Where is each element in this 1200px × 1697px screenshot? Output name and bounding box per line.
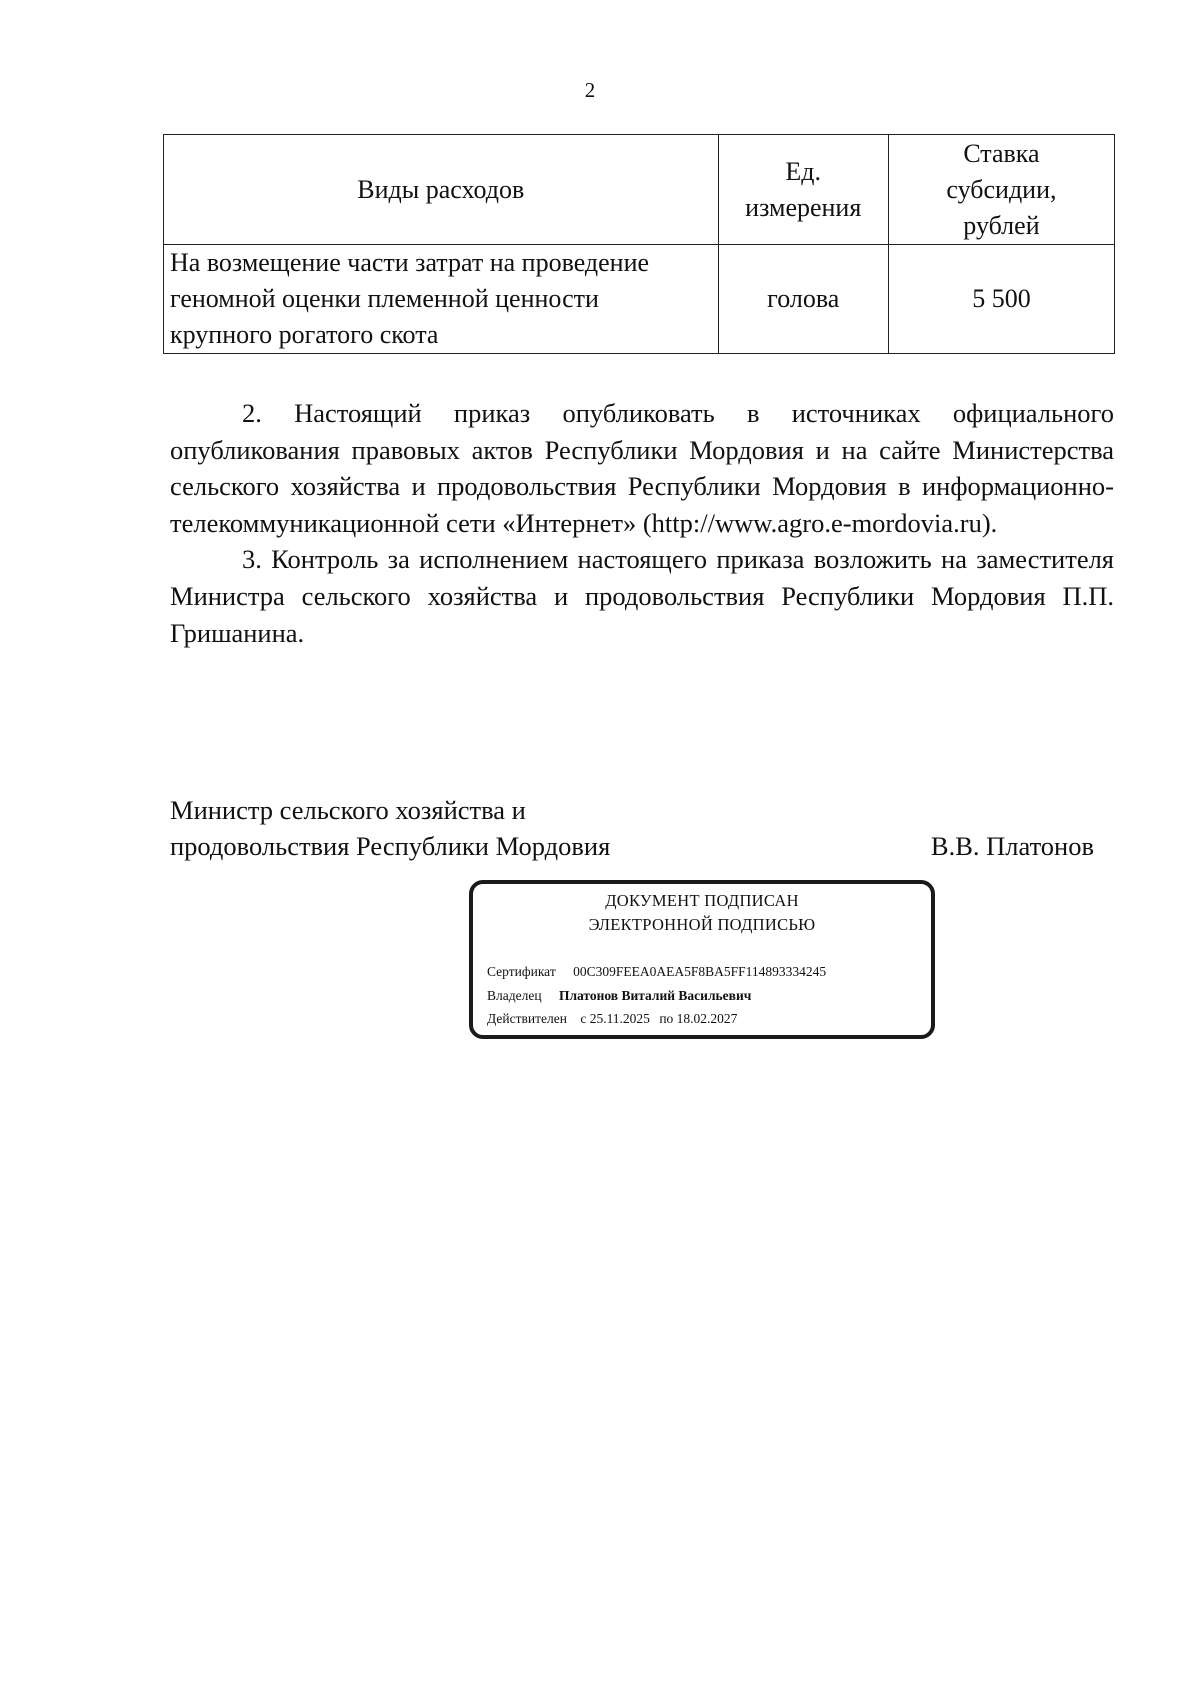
stamp-owner-row [487, 986, 751, 1006]
signatory-name: В.В. Платонов [930, 831, 1094, 861]
validity-to-prefix: по [659, 1011, 674, 1026]
validity-label: Действителен [487, 1011, 567, 1026]
signature-block [170, 792, 1114, 864]
header-expense-kind [164, 135, 719, 245]
stamp-certificate-row [487, 962, 826, 982]
paragraph-publication: 2. Настоящий приказ опубликовать в источниках официального опубликования правовых актов Республики Мордовия и на сайте Министерства сельского хозяйства и продовольствия Республики Мордовия в информационно-телекоммуникационной сети «Интернет» (http://www.agro.e-mordovia.ru). [170, 398, 1114, 538]
validity-from-prefix: с [580, 1011, 587, 1026]
paragraph-control: 3. Контроль за исполнением настоящего приказа возложить на заместителя Министра сельского хозяйства и продовольствия Республики Мордовия П.П. Гришанина. [170, 544, 1114, 648]
certificate-value: 00C309FEEA0AEA5F8BA5FF114893334245 [573, 964, 827, 979]
stamp-heading: ДОКУМЕНТ ПОДПИСАН [605, 891, 799, 910]
cell-unit: голова [718, 245, 888, 354]
table-row [164, 245, 1115, 354]
header-rate-line: рублей [963, 210, 1040, 240]
subsidy-rate-table [163, 134, 1115, 354]
page-number: 2 [584, 78, 596, 102]
table-header-row [164, 135, 1115, 245]
owner-label: Владелец [487, 988, 542, 1003]
header-unit-line: Ед. [785, 156, 822, 186]
expense-kind-line: геномной оценки племенной ценности [170, 284, 599, 313]
validity-from-date: 25.11.2025 [589, 1011, 650, 1026]
signatory-title-line: продовольствия Республики Мордовия [170, 831, 611, 861]
cell-expense-kind [164, 245, 719, 354]
certificate-label: Сертификат [487, 964, 556, 979]
validity-to-date: 18.02.2027 [676, 1011, 738, 1026]
header-rate-line: субсидии, [946, 174, 1057, 204]
signatory-title-line: Министр сельского хозяйства и [170, 795, 526, 825]
header-unit-line: измерения [745, 192, 862, 222]
expense-kind-line: На возмещение части затрат на проведение [170, 248, 650, 277]
expense-kind-line: крупного рогатого скота [170, 320, 439, 349]
header-unit [718, 135, 888, 245]
header-expense-kind-text: Виды расходов [357, 174, 525, 204]
header-rate-line: Ставка [963, 138, 1040, 168]
electronic-signature-stamp [469, 880, 935, 1039]
owner-value: Платонов Виталий Васильевич [558, 988, 752, 1003]
stamp-heading: ЭЛЕКТРОННОЙ ПОДПИСЬЮ [588, 915, 816, 934]
cell-subsidy-rate: 5 500 [888, 245, 1114, 354]
stamp-validity-row [487, 1009, 737, 1029]
order-body [170, 395, 1114, 651]
header-subsidy-rate [888, 135, 1114, 245]
